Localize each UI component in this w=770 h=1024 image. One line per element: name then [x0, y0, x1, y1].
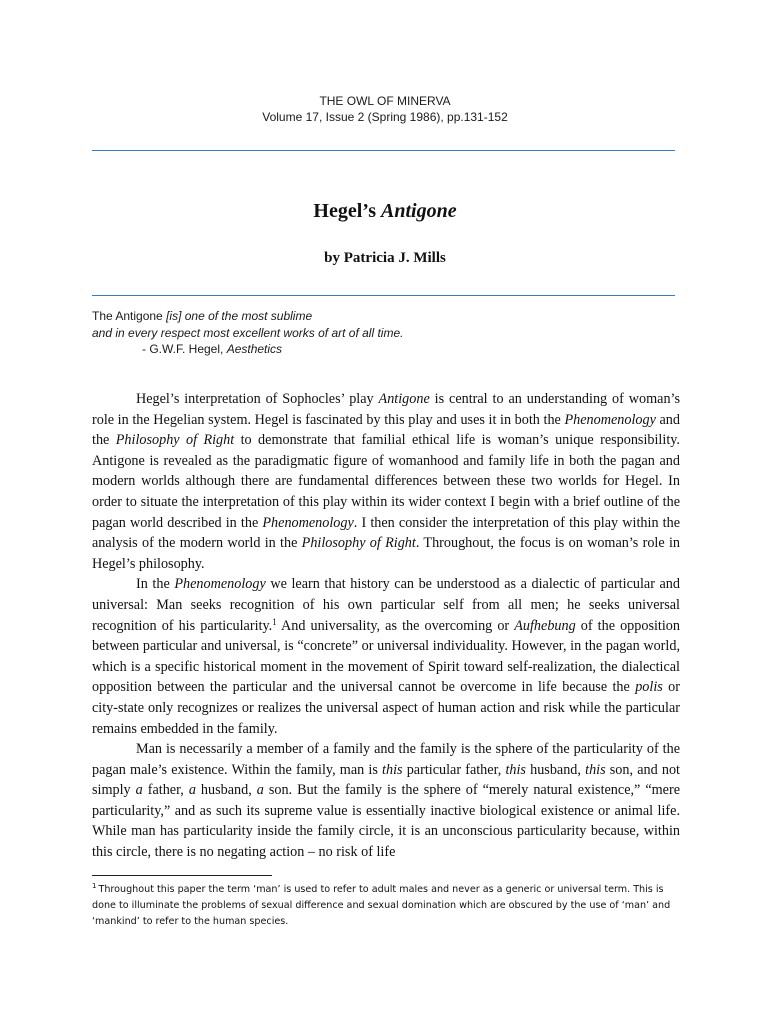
text-run: And universality, as the overcoming or	[276, 617, 515, 634]
epigraph-text: [is] one of the most sublime	[162, 309, 313, 323]
text-run: Hegel’s interpretation of Sophocles’ play	[136, 391, 379, 407]
header-divider	[92, 150, 675, 151]
epigraph	[92, 308, 692, 358]
text-run-italic: Philosophy of Right	[115, 432, 235, 449]
journal-name: THE OWL OF MINERVA	[319, 94, 451, 108]
attribution-work: Aesthetics	[226, 342, 283, 356]
paragraph	[92, 574, 680, 739]
text-run: husband,	[525, 761, 586, 778]
journal-header	[0, 93, 770, 125]
text-run: son. But the family is the sphere of “merely natural existence,” “mere particularity,” and as such its supreme value is essentially inactive biological existence or animal life. While man has particularity inside the family circle, it is an unconscious particularity because, within this circle, there is no negating action – no risk of life	[92, 782, 680, 861]
epigraph-line-2: and in every respect most excellent works of art of all time.	[92, 325, 404, 340]
article-body	[92, 389, 680, 863]
text-run: husband,	[195, 782, 257, 799]
text-run-italic: Philosophy of Right	[301, 535, 416, 552]
text-run-italic: this	[382, 761, 403, 778]
footnote	[92, 882, 684, 930]
text-run: to demonstrate that familial ethical life is woman’s unique responsibility. Antigone is revealed as the paradigmatic figure of womanhood and family life in both the pagan and modern worlds although there are fundamental differences between these two worlds for Hegel. In order to situate the interpretation of this play within its wider context I begin with a brief outline of the pagan world described in the	[92, 432, 680, 531]
epigraph-text: The	[92, 309, 116, 323]
attribution-author: - G.W.F. Hegel,	[142, 342, 227, 356]
text-run: . Throughout, the focus is on woman’s role in Hegel’s philosophy.	[92, 535, 680, 572]
paragraph	[92, 389, 680, 574]
epigraph-line-1	[92, 308, 692, 325]
text-run-italic: this	[505, 761, 526, 778]
text-run: Man is necessarily a member of a family and the family is the sphere of the particularity of the pagan male’s existence. Within the family, man is	[92, 741, 680, 778]
footnote-text: Throughout this paper the term ‘man’ is used to refer to adult males and never as a generic or universal term. This is done to illuminate the problems of sexual difference and sexual domination which are obscured by the use of ‘man’ and ‘mankind’ to refer to the human species.	[92, 884, 671, 927]
footnote-marker: 1	[92, 882, 97, 890]
article-title	[0, 199, 770, 223]
text-run-italic: Phenomenology	[174, 576, 266, 593]
text-run: is central to an understanding of woman’s role in the Hegelian system. Hegel is fascinated by this play and uses it in both the	[92, 391, 680, 428]
title-prefix: Hegel’s	[313, 200, 381, 222]
journal-issue: Volume 17, Issue 2 (Spring 1986), pp.131-152	[262, 110, 508, 124]
text-run-italic: polis	[635, 679, 663, 696]
text-run-italic: a	[256, 782, 264, 799]
text-run: father,	[142, 782, 189, 799]
text-run-italic: Phenomenology	[262, 514, 354, 531]
text-run-italic: Antigone	[378, 391, 430, 407]
text-run-italic: a	[188, 782, 196, 799]
text-run-italic: Phenomenology	[564, 411, 656, 428]
text-run-italic: a	[135, 782, 143, 799]
text-run: of the opposition between particular and universal, is “concrete” or universal individuality. However, in the pagan world, which is a specific historical moment in the movement of Spirit toward self-realization, the dialectical opposition between the particular and the universal cannot be overcome in life because the	[92, 617, 680, 696]
text-run: . I then consider the interpretation of this play within the analysis of the modern world in the	[92, 514, 681, 552]
article-byline: by Patricia J. Mills	[324, 250, 446, 266]
text-run-italic: this	[585, 761, 606, 778]
title-divider	[92, 295, 675, 296]
text-run-italic: Aufhebung	[514, 617, 576, 634]
epigraph-text: Antigone	[115, 309, 163, 323]
text-run: and the	[92, 411, 680, 449]
footnote-reference[interactable]: 1	[272, 616, 277, 627]
paragraph	[92, 739, 680, 863]
footnote-divider	[92, 875, 272, 876]
epigraph-attribution	[92, 341, 692, 358]
title-italic: Antigone	[381, 200, 457, 222]
text-run: or city-state only recognizes or realizes the universal aspect of human action and risk while the particular remains embedded in the family.	[92, 679, 680, 737]
text-run: we learn that history can be understood as a dialectic of particular and universal: Man seeks recognition of his own particular self from all men; he seeks universal recognition of his particularity.	[92, 576, 680, 634]
text-run: particular father,	[402, 761, 506, 778]
text-run: son, and not simply	[92, 761, 680, 799]
text-run: In the	[136, 576, 175, 593]
